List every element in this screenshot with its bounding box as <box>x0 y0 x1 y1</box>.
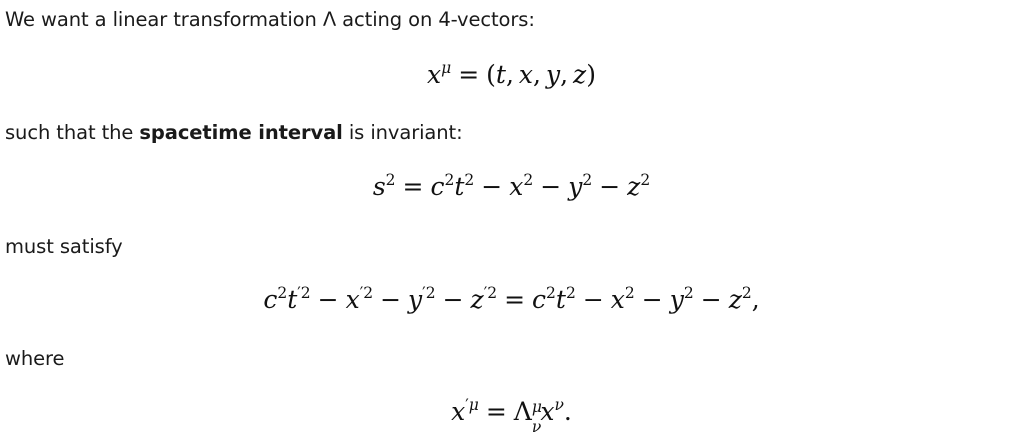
spacetime-interval-term: spacetime interval <box>139 121 343 144</box>
paragraph-text: must satisfy <box>5 235 123 258</box>
equation-four-vector: $x^\mu = (t$, x, y, z) <box>427 59 596 89</box>
paragraph-must-satisfy <box>5 235 123 259</box>
equation-interval: $s^2 = c^2t^2 - x^2 - y^2 - z^2$ <box>372 171 651 201</box>
paragraph-text: where <box>5 347 65 370</box>
equation-transformation: $x^{'\mu} = \Lambda$ μ ν $x^\nu$. <box>451 396 572 436</box>
equation-invariance: $c^2t^{'2} - x^{'2} - y^{'2} - z^{'2} = c^2t^2 - x^2 - y^2 - z^2$, <box>263 284 760 314</box>
paragraph-text-suffix: is invariant: <box>342 121 463 144</box>
paragraph-text-prefix: such that the <box>5 121 140 144</box>
paragraph-where <box>5 347 64 371</box>
paragraph-linear-transformation <box>5 8 535 32</box>
paragraph-text: We want a linear transformation Λ acting on 4-vectors: <box>5 8 535 31</box>
paragraph-spacetime-interval <box>5 121 463 145</box>
